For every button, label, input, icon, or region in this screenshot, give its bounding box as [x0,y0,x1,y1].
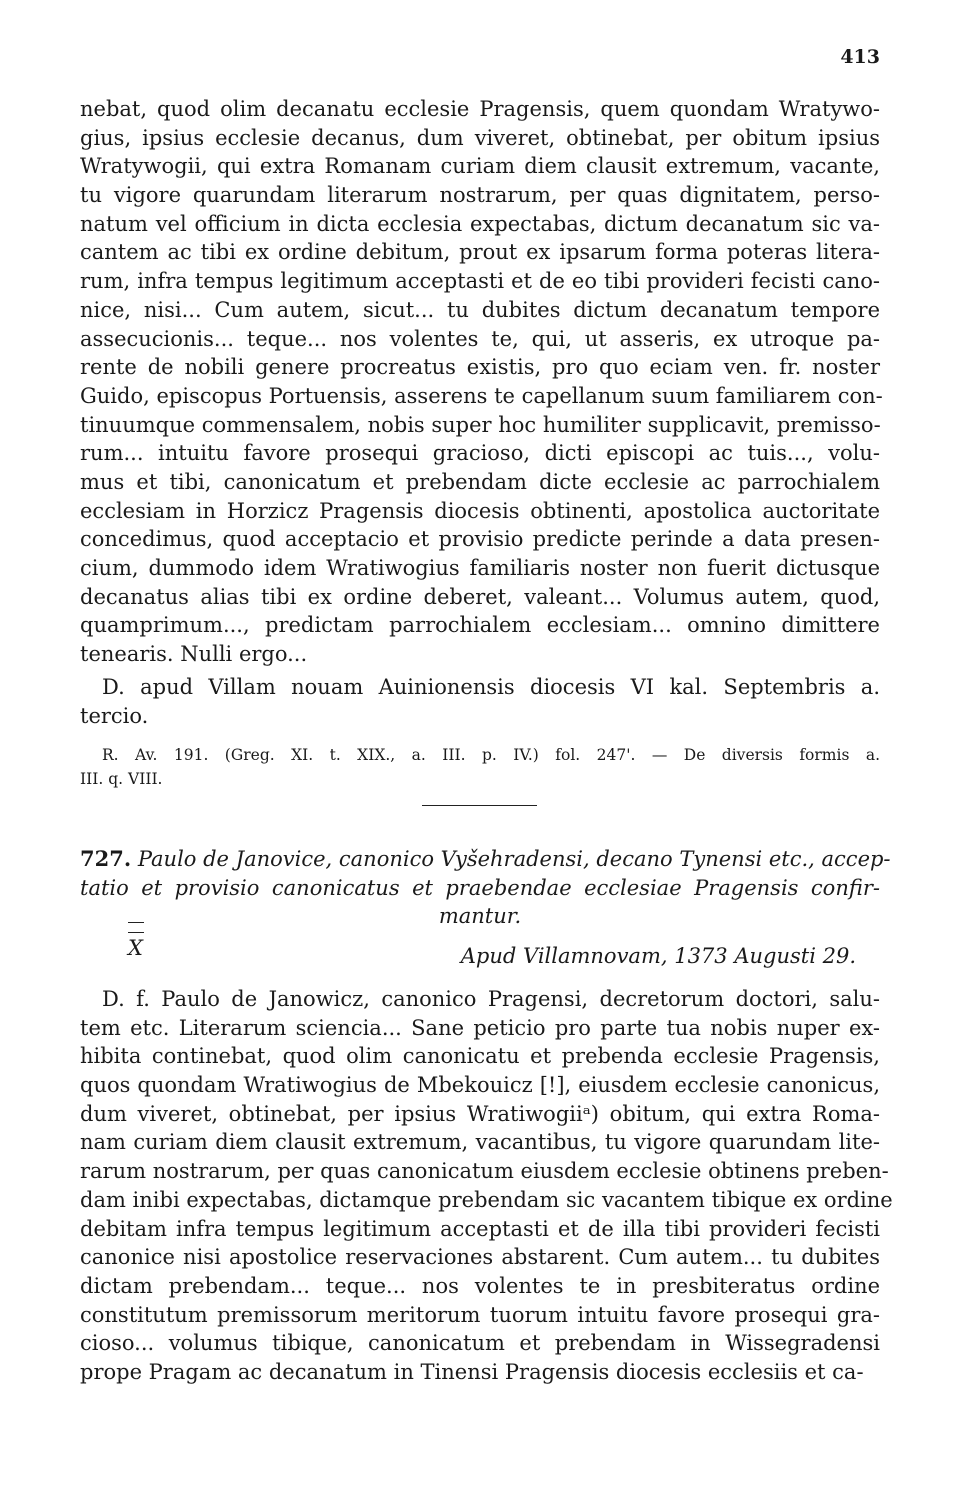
text-line: Wratywogii, qui extra Romanam curiam diem clausit extremum, vacante, [80,154,880,179]
page-number: 413 [840,46,880,68]
text-line: tenearis. Nulli ergo... [80,642,308,667]
paragraph-main [80,985,893,1387]
text-line: nebat, quod olim decanatu ecclesie Pragensis, quem quondam Wratywo- [80,97,880,121]
text-line: D. f. Paulo de Janowicz, canonico Pragensi, decretorum doctori, salu- [102,987,880,1011]
text-line: rente de nobili genere procreatus existis, pro quo eciam ven. fr. noster [80,355,880,380]
text-line: canonice nisi apostolice reservaciones abstarent. Cum autem... tu dubites [80,1245,880,1270]
text-line: tercio. [80,703,149,728]
text-line: Guido, episcopus Portuensis, asserens te capellanum suum familiarem con- [80,383,883,408]
register-signature [128,934,143,962]
text-line: constitutum premissorum meritorum tuorum intuitu favore prosequi gra- [80,1302,880,1327]
text-line: prope Pragam ac decanatum in Tinensi Pragensis diocesis ecclesiis et ca- [80,1359,864,1384]
text-line: D. apud Villam nouam Auinionensis diocesis VI kal. Septembris a. [102,675,880,699]
source-footnote [80,743,880,791]
entry-heading [80,845,891,931]
text-line: natum vel officium in dicta ecclesia expectabas, dictum decanatum sic va- [80,211,880,236]
text-line: decanatus alias tibi ex ordine deberet, valeant... Volumus autem, quod, [80,584,880,609]
text-line: debitam infra tempus legitimum acceptasti et de illa tibi provideri fecisti [80,1216,880,1241]
text-line: rum... intuitu favore prosequi gracioso, dicti episcopi ac tuis..., volu- [80,441,880,466]
text-line: assecucionis... teque... nos volentes te, qui, ut asseris, ex utroque pa- [80,326,880,351]
entry-number: 727. [80,846,132,871]
paragraph-continued [80,95,883,669]
text-line: tem etc. Literarum sciencia... Sane peticio pro parte tua nobis nuper ex- [80,1015,880,1040]
place-date: Apud Villamnovam, 1373 Augusti 29. [460,944,856,968]
text-line: rum, infra tempus legitimum acceptasti et de eo tibi provideri fecisti cano- [80,269,880,294]
text-line: dum viveret, obtinebat, per ipsius Wratiwogiiᵃ) obitum, qui extra Roma- [80,1101,880,1126]
text-line: dam inibi expectabas, dictamque prebendam sic vacantem tibique ex ordine [80,1187,893,1212]
signature-bars [128,922,144,933]
text-line: gius, ipsius ecclesie decanus, dum viveret, obtinebat, per obitum ipsius [80,125,880,150]
text-line: R. Av. 191. (Greg. XI. t. XIX., a. III. p. IV.) fol. 247'. — De diversis formis a. [102,746,880,764]
text-line: quos quondam Wratiwogius de Mbekouicz [!], eiusdem ecclesie canonicus, [80,1073,880,1098]
text-line: cioso... volumus tibique, canonicatum et prebendam in Wissegradensi [80,1331,880,1356]
dating-clause [80,673,880,730]
text-line: rarum nostrarum, per quas canonicatum eiusdem ecclesie obtinens preben- [80,1159,889,1184]
heading-text: Paulo de Janovice, canonico Vyšehradensi, decano Tynensi etc., accep- [137,847,891,871]
section-divider [422,805,537,806]
text-line: nam curiam diem clausit extremum, vacantibus, tu vigore quarundam lite- [80,1130,880,1155]
heading-line: tatio et provisio canonicatus et praebendae ecclesiae Pragensis confir- [80,875,880,900]
text-line: nice, nisi... Cum autem, sicut... tu dubites dictum decanatum tempore [80,297,880,322]
text-line: tu vigore quarundam literarum nostrarum, per quas dignitatem, perso- [80,183,880,208]
entry-dateline [80,934,880,970]
text-line: mus et tibi, canonicatum et prebendam dicte ecclesie ac parrochialem [80,469,880,494]
text-line: III. q. VIII. [80,770,163,788]
text-line: dictam prebendam... teque... nos volentes te in presbiteratus ordine [80,1273,880,1298]
text-line: concedimus, quod acceptacio et provisio predicte perinde a data presen- [80,527,880,552]
text-line: ecclesiam in Horzicz Pragensis diocesis obtinenti, apostolica auctoritate [80,498,880,523]
signature-letter: X [128,936,143,960]
text-line: hibita continebat, quod olim canonicatu et prebenda ecclesie Pragensis, [80,1044,880,1069]
heading-line [80,845,891,874]
text-line: cantem ac tibi ex ordine debitum, prout ex ipsarum forma poteras litera- [80,240,880,265]
text-line: quamprimum..., predictam parrochialem ecclesiam... omnino dimittere [80,613,880,638]
text-line: tinuumque commensalem, nobis super hoc humiliter supplicavit, premisso- [80,412,881,437]
heading-line: mantur. [438,904,522,929]
text-line: cium, dummodo idem Wratiwogius familiaris noster non fuerit dictusque [80,556,880,580]
